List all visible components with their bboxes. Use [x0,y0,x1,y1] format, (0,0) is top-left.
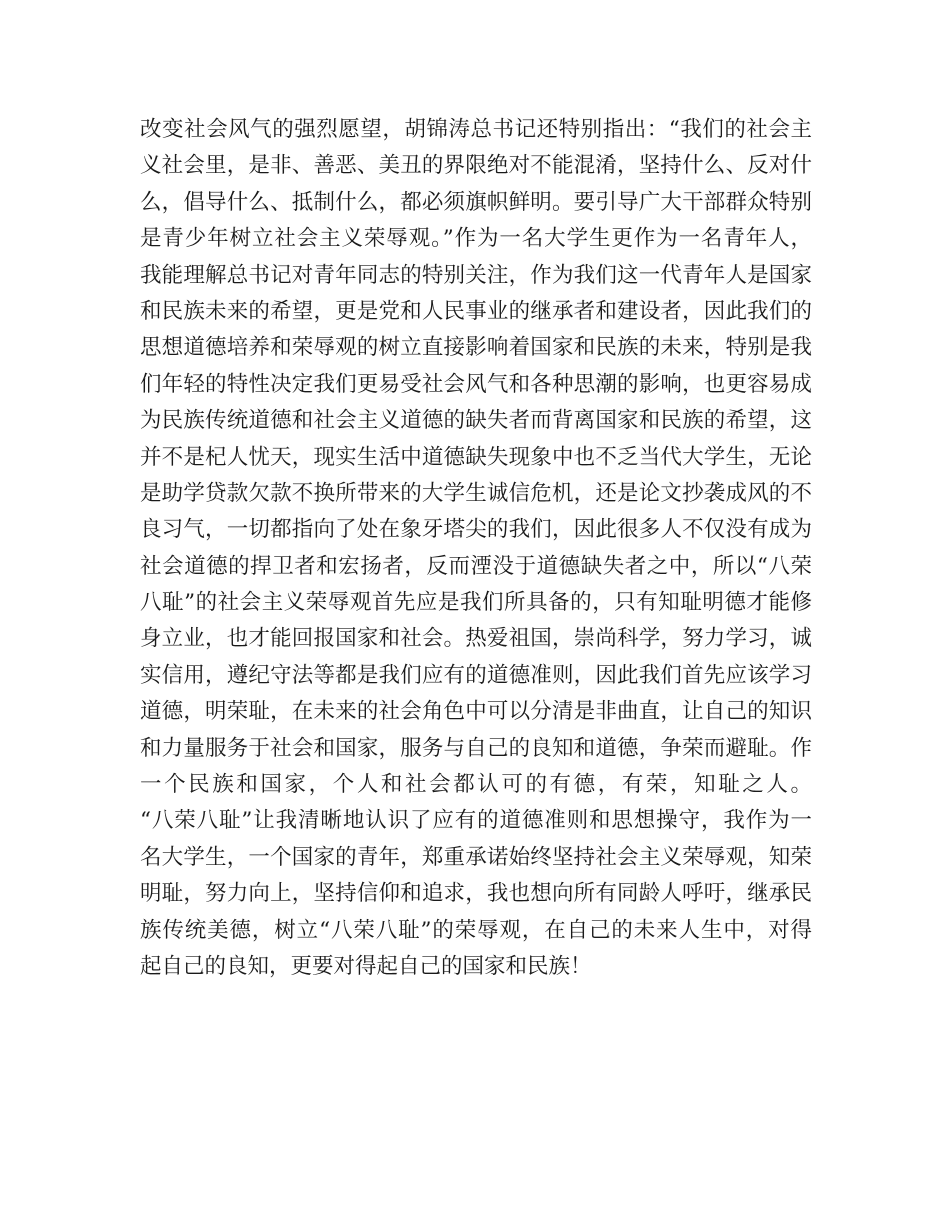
text-line: 起自己的良知，更要对得起自己的国家和民族！ [140,953,592,979]
text-line: 改变社会风气的强烈愿望，胡锦涛总书记还特别指出：“我们的社会主 [140,117,812,142]
text-line: 社会道德的捍卫者和宏扬者，反而湮没于道德缺失者之中，所以“八荣 [140,553,812,579]
text-line: 道德，明荣耻，在未来的社会角色中可以分清是非曲直，让自己的知识 [140,699,812,725]
text-line: 为民族传统道德和社会主义道德的缺失者而背离国家和民族的希望，这 [140,408,812,434]
text-line: 思想道德培养和荣辱观的树立直接影响着国家和民族的未来，特别是我 [140,335,812,361]
text-line: 们年轻的特性决定我们更易受社会风气和各种思潮的影响，也更容易成 [140,371,812,397]
text-line: 和力量服务于社会和国家，服务与自己的良知和道德，争荣而避耻。作 [140,735,812,761]
text-line: 是助学贷款欠款不换所带来的大学生诚信危机，还是论文抄袭成风的不 [140,480,812,506]
text-line: 义社会里，是非、善恶、美丑的界限绝对不能混淆，坚持什么、反对什 [140,153,812,179]
text-line: 和民族未来的希望，更是党和人民事业的继承者和建设者，因此我们的 [140,298,812,324]
text-line: 实信用，遵纪守法等都是我们应有的道德准则，因此我们首先应该学习 [140,662,812,688]
text-line: 是青少年树立社会主义荣辱观。”作为一名大学生更作为一名青年人， [140,226,812,252]
text-line: 一个民族和国家，个人和社会都认可的有德，有荣，知耻之人。 [140,772,812,798]
text-line: 并不是杞人忧天，现实生活中道德缺失现象中也不乏当代大学生，无论 [140,444,812,470]
text-line: 身立业，也才能回报国家和社会。热爱祖国，崇尚科学，努力学习，诚 [140,626,812,652]
text-line: 名大学生，一个国家的青年，郑重承诺始终坚持社会主义荣辱观，知荣 [140,844,812,870]
text-line: 明耻，努力向上，坚持信仰和追求，我也想向所有同龄人呼吁，继承民 [140,881,812,907]
text-line: 良习气，一切都指向了处在象牙塔尖的我们，因此很多人不仅没有成为 [140,517,812,543]
text-line: 么，倡导什么、抵制什么，都必须旗帜鲜明。要引导广大干部群众特别 [140,189,812,215]
body-text [140,112,812,985]
text-line: 我能理解总书记对青年同志的特别关注，作为我们这一代青年人是国家 [140,262,812,288]
text-line: 族传统美德，树立“八荣八耻”的荣辱观，在自己的未来人生中，对得 [140,917,812,943]
text-line: 八耻”的社会主义荣辱观首先应是我们所具备的，只有知耻明德才能修 [140,590,812,616]
text-line: “八荣八耻”让我清晰地认识了应有的道德准则和思想操守，我作为一 [140,808,812,834]
